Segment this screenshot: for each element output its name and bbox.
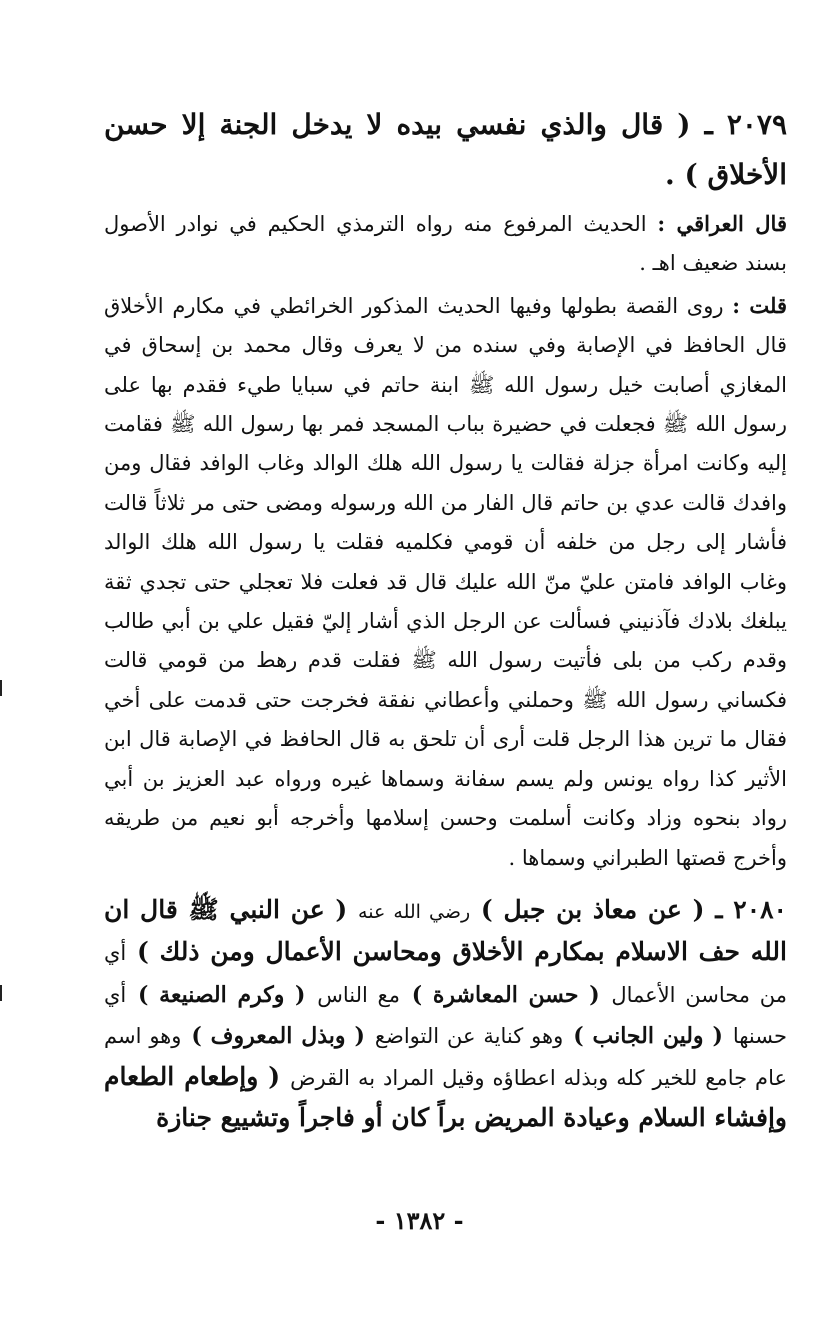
commentary [104,286,787,878]
commentary-text: روى القصة بطولها وفيها الحديث المذكور الخرائطي في مكارم الأخلاق قال الحافظ في الإصابة وفي سنده من لا يعرف وقال محمد بن إسحاق في المغازي أصابت خيل رسول الله ﷺ ابنة حاتم في سبايا طيء فقدم بها على رسول الله ﷺ فجعلت في حضيرة بباب المسجد فمر بها رسول الله ﷺ فقامت إليه وكانت امرأة جزلة فقالت يا رسول الله هلك الوالد وغاب الوافد فقال ومن وافدك قالت عدي بن حاتم قال الفار من الله ورسوله ومضى حتى مر ثلاثاً قالت فأشار إلى رجل من خلفه أن قومي فكلميه فقلت يا رسول الله هلك الوالد وغاب الوافد فامتن عليّ منّ الله عليك قال قد فعلت فلا تعجلي حتى تجدي ثقة يبلغك بلادك فآذنيني فسألت عن الرجل الذي أشار إليّ فقيل علي بن أبي طالب وقدم ركب من بلى فأتيت رسول الله ﷺ فقلت قدم رهط من قومي قالت فكساني رسول الله ﷺ وحملني وأعطاني نفقة فخرجت حتى قدمت على أخي فقال ما ترين هذا الرجل قلت أرى أن تلحق به قال الحافظ في الإصابة قال ابن الأثير كذا رواه يونس ولم يسم سفانة وسماها غيره ورواه عبد العزيز بن أبي رواد بنحوه وزاد وكانت أسلمت وحسن إسلامها وأخرجه أبو نعيم من طريقه وأخرج قصتها الطبراني وسماها . [104,293,787,870]
iraqi-note [104,204,787,284]
iraqi-text: الحديث المرفوع منه رواه الترمذي الحكيم في نوادر الأصول بسند ضعيف اهـ . [104,212,787,276]
hadith-2080-part5: ( حسن المعاشرة ) [411,981,600,1008]
hadith-2080-part4: أي من محاسن الأعمال [104,941,787,1007]
hadith-2080-part12: وهو اسم عام جامع للخير كله وبذله اعطاؤه وقيل المراد به القرض [104,1024,787,1090]
hadith-2080 [104,890,787,1137]
hadith-2080-part7: ( وكرم الصنيعة ) [138,981,306,1008]
scan-edge-mark [0,680,2,696]
hadith-2080-number: ٢٠٨٠ ـ [715,894,787,924]
hadith-2079-text: ( قال والذي نفسي بيده لا يدخل الجنة إلا حسن الأخلاق ) . [104,108,787,191]
hadith-2080-part3: ( عن النبي ﷺ قال ان الله حف الاسلام بمكارم الأخلاق ومحاسن الأعمال ومن ذلك ) [104,894,787,967]
iraqi-label: قال العراقي : [657,211,787,236]
hadith-2079-number: ٢٠٧٩ ـ [704,108,787,141]
hadith-2080-part9: ( ولين الجانب ) [573,1023,723,1050]
hadith-2080-part8: أي حسنها [104,982,787,1049]
hadith-2080-part6: مع الناس [317,982,400,1007]
hadith-2080-part2: رضي الله عنه [358,900,471,923]
page-number: - ١٣٨٢ - [375,1206,464,1235]
hadith-2079 [104,100,787,200]
scan-edge-mark [0,985,2,1001]
commentary-label: قلت : [732,292,787,318]
hadith-2080-part13: ( وإطعام الطعام وإفشاء السلام وعيادة المريض براً كان أو فاجراً وتشييع جنازة [104,1061,787,1132]
hadith-2080-part1: ( عن معاذ بن جبل ) [480,894,705,924]
hadith-2080-part10: وهو كناية عن التواضع [374,1024,564,1049]
hadith-2080-part11: ( وبذل المعروف ) [191,1023,365,1050]
page-body [104,100,787,1141]
